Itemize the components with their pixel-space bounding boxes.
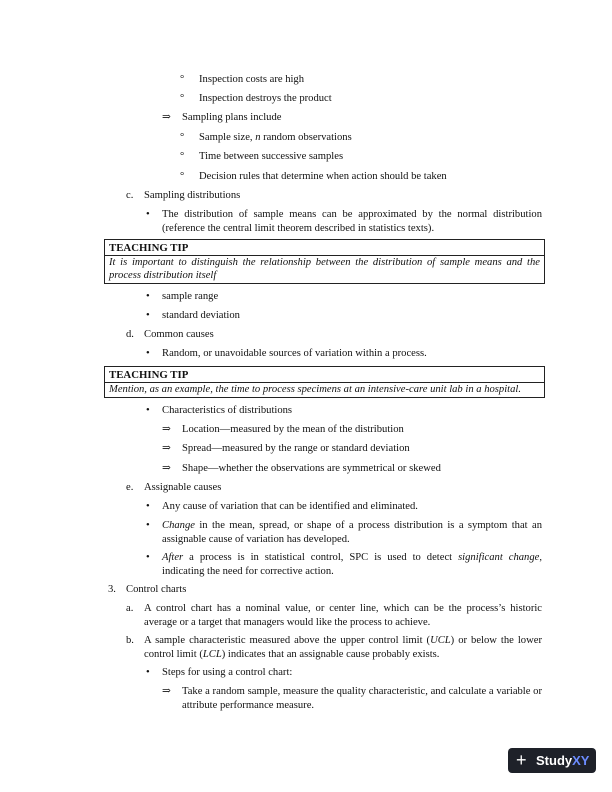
section-letter: a. [126,603,134,614]
section-letter: e. [126,482,134,493]
brand-name-part: Study [536,753,573,768]
bullet-icon: • [146,310,150,321]
list-item [199,131,352,145]
list-item: Steps for using a control chart: [162,667,293,678]
teaching-tip-box [104,239,545,284]
teaching-tip-title: TEACHING TIP [105,367,544,383]
paragraph [144,634,542,661]
section-heading: Common causes [144,329,214,340]
section-letter: c. [126,190,134,201]
text-run: , indicating the need for corrective action. [162,552,543,577]
bullet-icon: • [146,405,150,416]
text-run-italic: Change [162,520,195,531]
list-item: Take a random sample, measure the quality characteristic, and calculate a variable or attribute performance measure. [182,686,542,711]
list-item: Characteristics of distributions [162,405,293,416]
teaching-tip-body: Mention, as an example, the time to process specimens at an intensive-care unit lab in a hospital. [109,384,522,395]
arrow-bullet-icon: ⇒ [162,463,171,474]
bullet-icon: • [146,209,150,220]
arrow-bullet-icon: ⇒ [162,112,171,123]
list-item: standard deviation [162,310,240,321]
list-item: Any cause of variation that can be identified and eliminated. [162,501,418,512]
text-run: in the mean, spread, or shape of a process distribution is a symptom that an assignable cause of variation has developed. [162,520,542,545]
circle-bullet-icon: ° [180,151,185,162]
list-item [162,551,542,578]
text-run: ) or below the lower control limit ( [144,635,542,660]
list-item: Decision rules that determine when action should be taken [199,171,447,182]
text-run: Sample size, [199,132,256,143]
text-run: random observations [260,132,352,143]
list-item: Inspection destroys the product [199,93,332,104]
teaching-tip-title: TEACHING TIP [105,240,544,256]
section-heading: Assignable causes [144,482,222,493]
list-item: Shape—whether the observations are symmetrical or skewed [182,463,441,474]
text-run: A sample characteristic measured above the upper control limit ( [144,635,431,646]
section-letter: b. [126,635,134,646]
section-heading: Control charts [126,584,187,595]
bullet-icon: • [146,291,150,302]
list-item: sample range [162,291,219,302]
teaching-tip-body: It is important to distinguish the relationship between the distribution of sample means and the process distribution itself [109,257,540,282]
teaching-tip-box [104,366,545,398]
text-run-italic: After [162,552,184,563]
bullet-icon: • [146,552,150,563]
text-run-italic: UCL [430,635,451,646]
text-run-italic: significant change [458,552,540,563]
text-run: ) indicates that an assignable cause probably exists. [221,648,440,660]
list-item: Time between successive samples [199,151,344,162]
bullet-icon: • [146,501,150,512]
bullet-icon: • [146,520,150,531]
arrow-bullet-icon: ⇒ [162,443,171,454]
brand-name-accent: XY [572,753,590,768]
text-run: a process is in statistical control, SPC is used to detect [183,552,459,563]
arrow-bullet-icon: ⇒ [162,686,171,697]
plus-icon: + [516,750,527,770]
list-item: The distribution of sample means can be approximated by the normal distribution (reference the central limit theorem described in statistics texts). [162,209,542,234]
paragraph: A control chart has a nominal value, or center line, which can be the process’s historic average or a target that managers would like the process to achieve. [144,603,542,628]
section-heading: Sampling distributions [144,190,241,201]
bullet-icon: • [146,667,150,678]
list-item [162,519,542,546]
circle-bullet-icon: ° [180,132,185,143]
list-item: Inspection costs are high [199,74,305,85]
text-run-italic: n [255,132,261,143]
list-item: Sampling plans include [182,112,282,123]
circle-bullet-icon: ° [180,171,185,182]
arrow-bullet-icon: ⇒ [162,424,171,435]
bullet-icon: • [146,348,150,359]
list-item: Spread—measured by the range or standard deviation [182,443,410,454]
studyxy-logo-badge[interactable] [508,748,596,773]
circle-bullet-icon: ° [180,74,185,85]
brand-name [536,748,589,773]
circle-bullet-icon: ° [180,93,185,104]
section-letter: d. [126,329,134,340]
text-run-italic: LCL [202,648,222,660]
list-item: Random, or unavoidable sources of variation within a process. [162,348,427,359]
list-item: Location—measured by the mean of the distribution [182,424,404,435]
section-number: 3. [108,584,116,595]
